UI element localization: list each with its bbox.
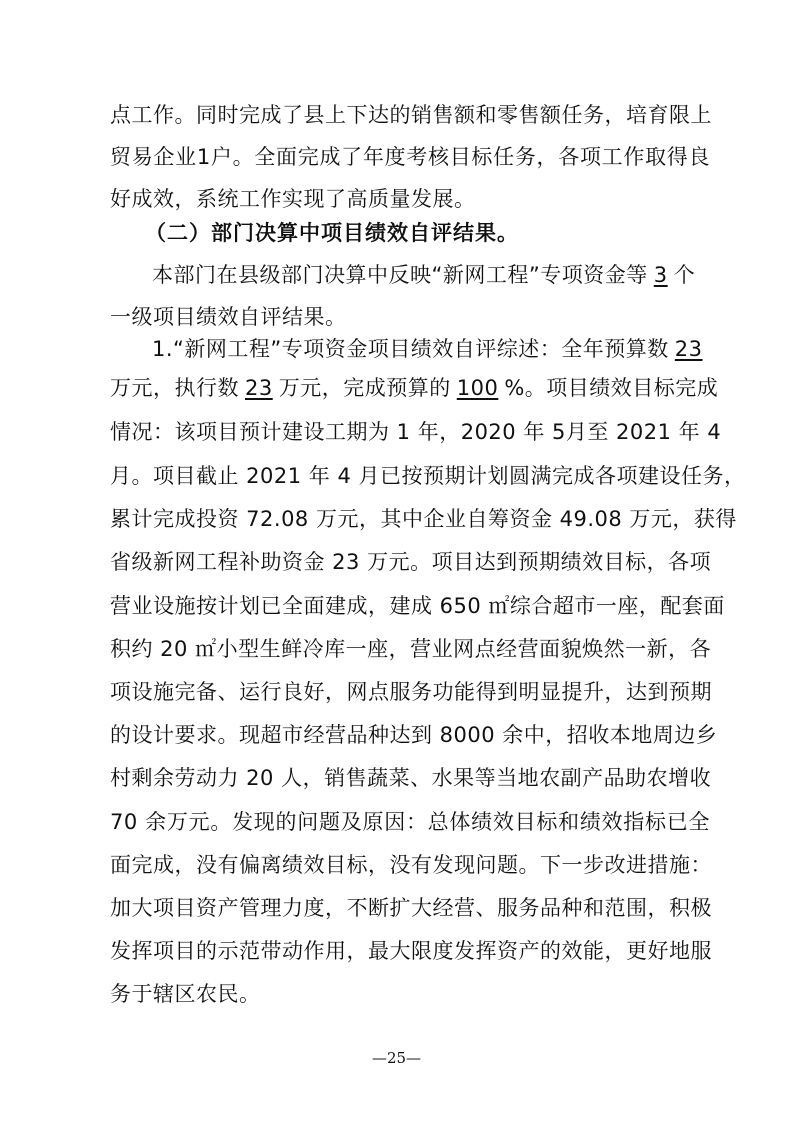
paragraph-line: 务于辖区农民。 (110, 982, 261, 1006)
project-count: 3 (653, 263, 668, 287)
section-heading: （二）部门决算中项目绩效自评结果。 (145, 221, 519, 245)
paragraph-line: 点工作。同时完成了县上下达的销售额和零售额任务，培育限上 (110, 103, 712, 127)
paragraph-line: 70 余万元。发现的问题及原因：总体绩效目标和绩效指标已全 (110, 810, 710, 834)
page-number: —25— (371, 1049, 422, 1067)
paragraph-line: 村剩余劳动力 20 人，销售蔬菜、水果等当地农副产品助农增收 (110, 766, 712, 790)
paragraph-line: 发挥项目的示范带动作用，最大限度发挥资产的效能，更好地服 (110, 939, 712, 963)
paragraph-line: 省级新网工程补助资金 23 万元。项目达到预期绩效目标，各项 (110, 550, 712, 574)
paragraph-line: 营业设施按计划已全面建成，建成 650 ㎡综合超市一座，配套面 (110, 594, 725, 618)
summary-text-b: 个 (673, 263, 696, 287)
paragraph-line: 加大项目资产管理力度，不断扩大经营、服务品种和范围，积极 (110, 896, 712, 920)
item-text-c: 万元，完成预算的 (278, 376, 451, 400)
item-text-a: 1.“新网工程”专项资金项目绩效自评综述：全年预算数 (152, 337, 669, 361)
paragraph-line: 贸易企业1户。全面完成了年度考核目标任务，各项工作取得良 (110, 145, 710, 169)
summary-text-a: 本部门在县级部门决算中反映“新网工程”专项资金等 (152, 263, 648, 287)
paragraph-line: 的设计要求。现超市经营品种达到 8000 余中，招收本地周边乡 (110, 723, 718, 747)
completion-rate: 100 (456, 376, 499, 400)
paragraph-line (110, 368, 719, 408)
paragraph-line: 情况：该项目预计建设工期为 1 年，2020 年 5月至 2021 年 4 (110, 420, 722, 444)
paragraph-line: 积约 20 ㎡小型生鲜冷库一座，营业网点经营面貌焕然一新，各 (110, 637, 712, 661)
budget-value: 23 (674, 337, 703, 361)
paragraph-line (152, 329, 712, 369)
item-text-d: %。项目绩效目标完成 (504, 376, 719, 400)
paragraph-line: 面完成，没有偏离绩效目标，没有发现问题。下一步改进措施： (110, 853, 712, 877)
executed-value: 23 (245, 376, 273, 400)
paragraph-line: 好成效，系统工作实现了高质量发展。 (110, 187, 476, 211)
paragraph-line: 累计完成投资 72.08 万元，其中企业自筹资金 49.08 万元，获得 (110, 507, 737, 531)
paragraph-line: 项设施完备、运行良好，网点服务功能得到明显提升，达到预期 (110, 680, 712, 704)
item-text-b: 万元，执行数 (110, 376, 239, 400)
paragraph-line: 月。项目截止 2021 年 4 月已按预期计划圆满完成各项建设任务， (110, 464, 746, 488)
paragraph-line: 一级项目绩效自评结果。 (110, 305, 347, 329)
paragraph-line (152, 255, 712, 295)
